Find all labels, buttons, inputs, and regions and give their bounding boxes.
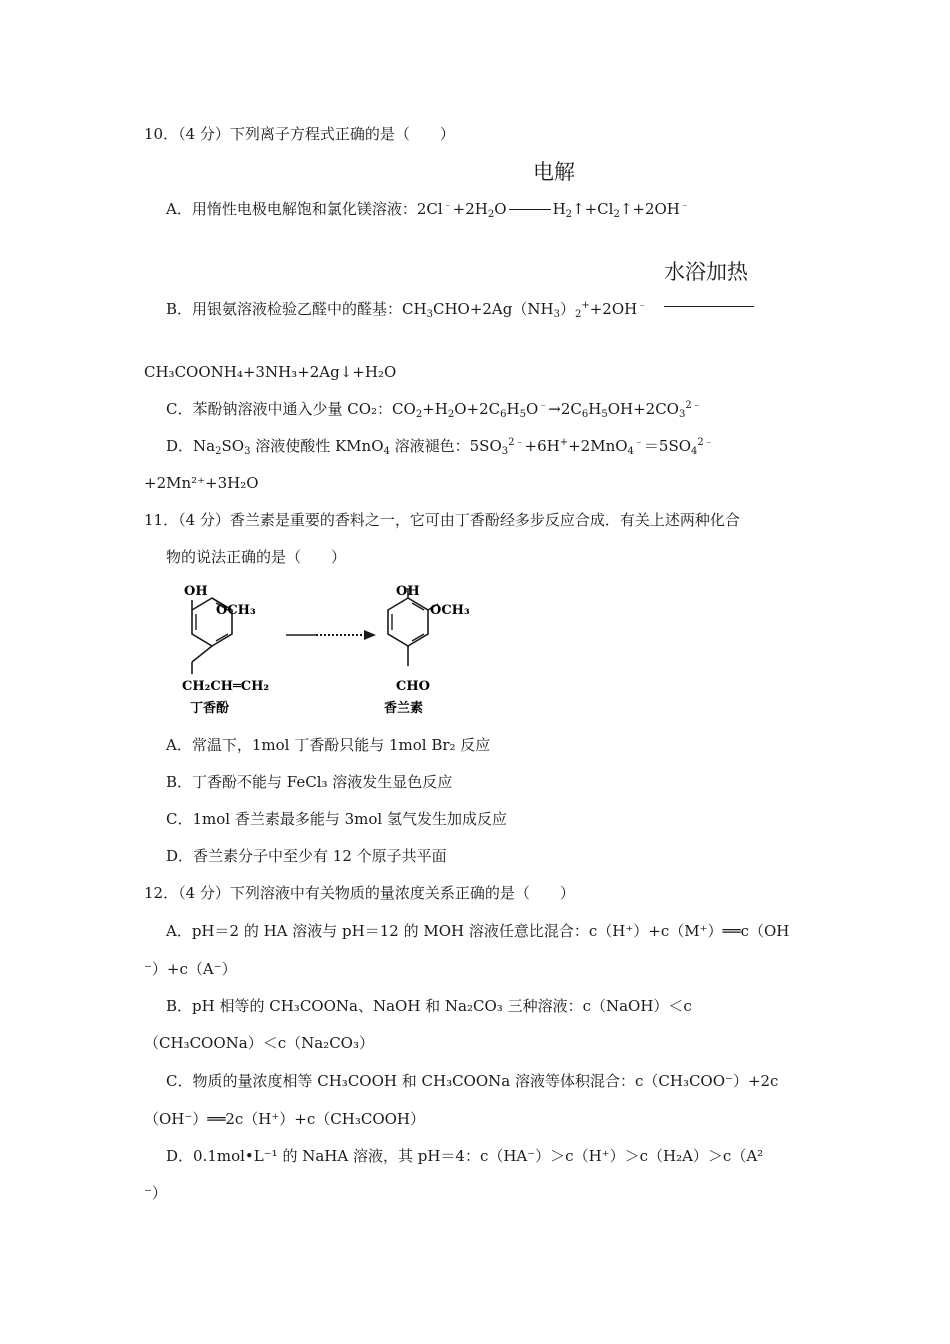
q12-option-b-continued: （CH₃COONa）＜c（Na₂CO₃） [144,1034,374,1052]
reaction-arrowhead-icon [364,630,376,640]
q11-stem-line2: 物的说法正确的是（ ） [166,548,347,566]
vanillin-structure [388,588,438,666]
vanillin-oh: OH [396,584,420,599]
q10-option-b: B．用银氨溶液检验乙醛中的醛基：$CH_3CHO+2Ag(NH_3)_2^++2OH^﹣$ [166,300,648,320]
q12-option-a: A．pH＝2 的 HA 溶液与 pH＝12 的 MOH 溶液任意比混合：c（H⁺）+c（M⁺）══c（OH [166,922,790,940]
q10-option-b-continued: CH₃COONH₄+3NH₃+2Ag↓+H₂O [144,363,397,381]
vanillin-cho: CHO [396,679,430,694]
q10-a-condition: 电解 [533,160,575,184]
q10-option-c: C．苯酚钠溶液中通入少量 CO₂：$CO_2+H_2O+2C_6H_5O^﹣\to 2C_6H_5OH+2CO_3^{2﹣}$ [166,400,702,420]
q12-option-d: D．0.1mol•L⁻¹ 的 NaHA 溶液，其 pH＝4：c（HA⁻）＞c（H⁺）＞c（H₂A）＞c（A² [166,1147,764,1165]
q10-option-c-label: C．苯酚钠溶液中通入少量 CO₂： [166,400,393,418]
vanillin-name: 香兰素 [384,701,424,716]
eugenol-allyl: CH₂CH═CH₂ [182,679,270,694]
q10-b-condition: 水浴加热 [664,260,748,284]
reaction-scheme [168,578,488,718]
vanillin-och3: OCH₃ [430,603,470,618]
eugenol-och3: OCH₃ [216,603,256,618]
eugenol-oh: OH [184,584,208,599]
q11-option-a: A．常温下，1mol 丁香酚只能与 1mol Br₂ 反应 [166,736,491,754]
q10-option-b-label: B．用银氨溶液检验乙醛中的醛基： [166,300,403,318]
q10-option-a-label: A．用惰性电极电解饱和氯化镁溶液： [166,200,417,218]
q10-option-d-label: D． [166,437,194,455]
q12-option-a-continued: ⁻）+c（A⁻） [144,960,237,978]
q12-option-c: C．物质的量浓度相等 CH₃COOH 和 CH₃COONa 溶液等体积混合：c（CH₃COO⁻）+2c [166,1072,779,1090]
electrolysis-arrow [509,209,551,210]
q12-option-c-continued: （OH⁻）══2c（H⁺）+c（CH₃COOH） [144,1110,425,1128]
q11-option-d: D．香兰素分子中至少有 12 个原子共平面 [166,847,447,865]
q11-option-b: B．丁香酚不能与 FeCl₃ 溶液发生显色反应 [166,773,453,791]
q12-option-b: B．pH 相等的 CH₃COONa、NaOH 和 Na₂CO₃ 三种溶液：c（NaOH）＜c [166,997,692,1015]
q10-option-d: D．$Na_2SO_3$ 溶液使酸性 KMnO$_4$ 溶液褪色：$5SO_3^{2﹣}+6H^++2MnO_4^﹣=5SO_4^{2﹣}$ [166,437,714,457]
q10-option-d-continued: +2Mn²⁺+3H₂O [144,474,259,492]
q10-option-a: A．用惰性电极电解饱和氯化镁溶液：$2Cl^﹣+2H_2O$ $H_2↑+Cl_2↑+2OH^﹣$ [166,200,690,220]
q11-stem-line1: 11．（4 分）香兰素是重要的香料之一，它可由丁香酚经多步反应合成．有关上述两种化合 [144,511,740,529]
q12-stem: 12．（4 分）下列溶液中有关物质的量浓度关系正确的是（ ） [144,884,575,902]
heating-arrow [664,306,754,307]
q12-option-d-continued: ⁻） [144,1184,167,1202]
eugenol-name: 丁香酚 [190,701,230,716]
q10-stem: 10．（4 分）下列离子方程式正确的是（ ） [144,125,455,143]
q11-option-c: C．1mol 香兰素最多能与 3mol 氢气发生加成反应 [166,810,507,828]
